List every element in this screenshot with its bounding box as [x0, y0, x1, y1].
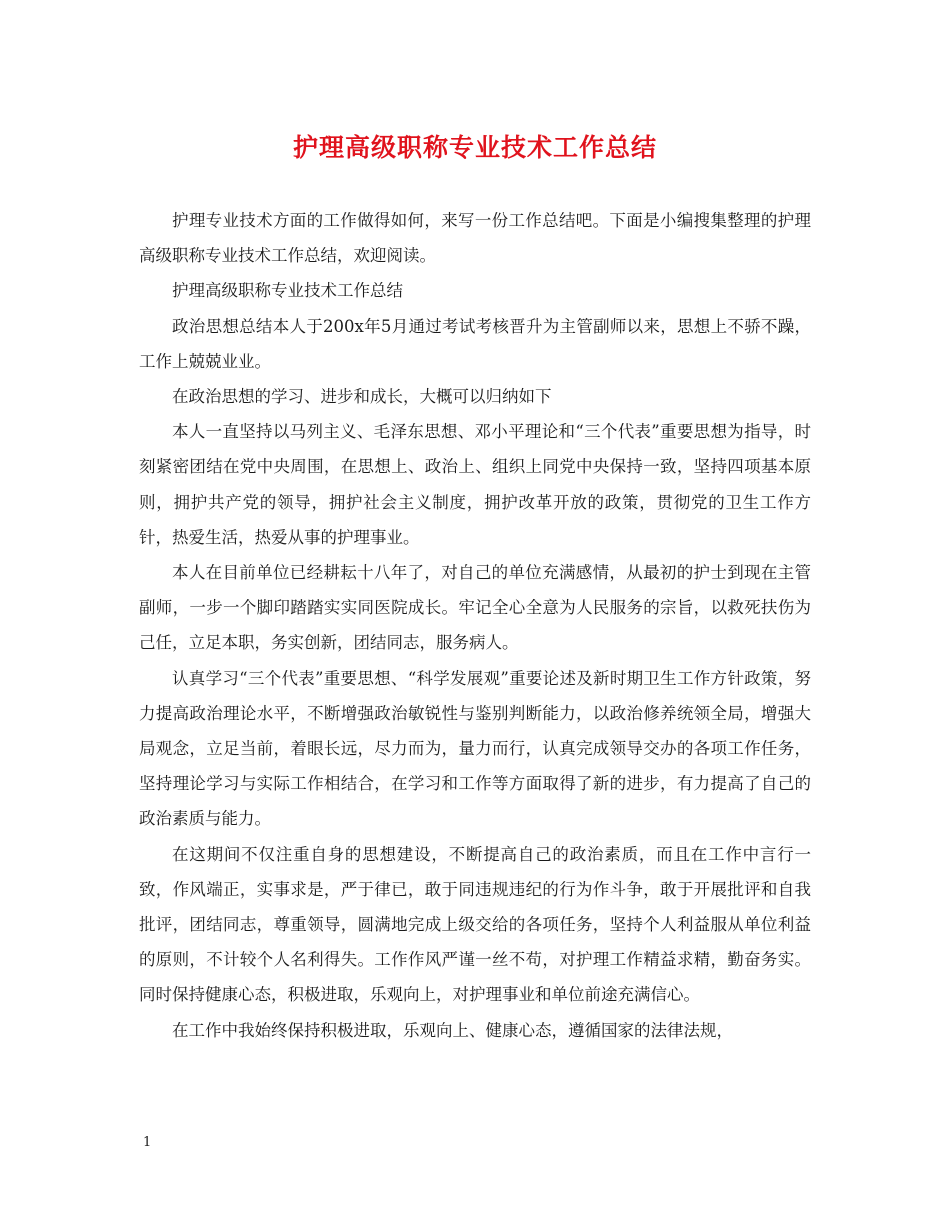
paragraph-political-summary: 政治思想总结本人于200x年5月通过考试考核晋升为主管副师以来，思想上不骄不躁，工作上兢兢业业。	[139, 316, 811, 371]
paragraph-work-attitude: 在工作中我始终保持积极进取，乐观向上、健康心态，遵循国家的法律法规，	[172, 1020, 733, 1040]
document-title: 护理高级职称专业技术工作总结	[292, 133, 657, 162]
page-number: 1	[143, 1135, 152, 1150]
paragraph-eighteen-years: 本人在目前单位已经耕耘十八年了，对自己的单位充满感情，从最初的护士到现在主管副师，一步一个脚印踏踏实实同医院成长。牢记全心全意为人民服务的宗旨，以救死扶伤为己任，立足本职，务实创新，团结同志，服务病人。	[139, 563, 811, 653]
paragraph-guiding-thought: 本人一直坚持以马列主义、毛泽东思想、邓小平理论和“三个代表”重要思想为指导，时刻紧密团结在党中央周围，在思想上、政治上、组织上同党中央保持一致，坚持四项基本原则，拥护共产党的领导，拥护社会主义制度，拥护改革开放的政策，贯彻党的卫生工作方针，热爱生活，热爱从事的护理事业。	[139, 422, 811, 547]
document-body	[139, 203, 811, 1048]
paragraph-subtitle: 护理高级职称专业技术工作总结	[172, 281, 403, 301]
paragraph-intro: 护理专业技术方面的工作做得如何，来写一份工作总结吧。下面是小编搜集整理的护理高级职称专业技术工作总结，欢迎阅读。	[139, 211, 811, 266]
paragraph-self-discipline: 在这期间不仅注重自身的思想建设，不断提高自己的政治素质，而且在工作中言行一致，作风端正，实事求是，严于律已，敢于同违规违纪的行为作斗争，敢于开展批评和自我批评，团结同志，尊重领导，圆满地完成上级交给的各项任务，坚持个人利益服从单位利益的原则，不计较个人名利得失。工作作风严谨一丝不苟，对护理工作精益求精，勤奋务实。同时保持健康心态，积极进取，乐观向上，对护理事业和单位前途充满信心。	[139, 844, 811, 1005]
paragraph-growth-heading: 在政治思想的学习、进步和成长，大概可以归纳如下	[172, 387, 552, 407]
paragraph-study: 认真学习“三个代表”重要思想、“科学发展观”重要论述及新时期卫生工作方针政策，努力提高政治理论水平，不断增强政治敏锐性与鉴别判断能力，以政治修养统领全局，增强大局观念，立足当前，着眼长远，尽力而为，量力而行，认真完成领导交办的各项工作任务，坚持理论学习与实际工作相结合，在学习和工作等方面取得了新的进步，有力提高了自己的政治素质与能力。	[139, 668, 811, 829]
